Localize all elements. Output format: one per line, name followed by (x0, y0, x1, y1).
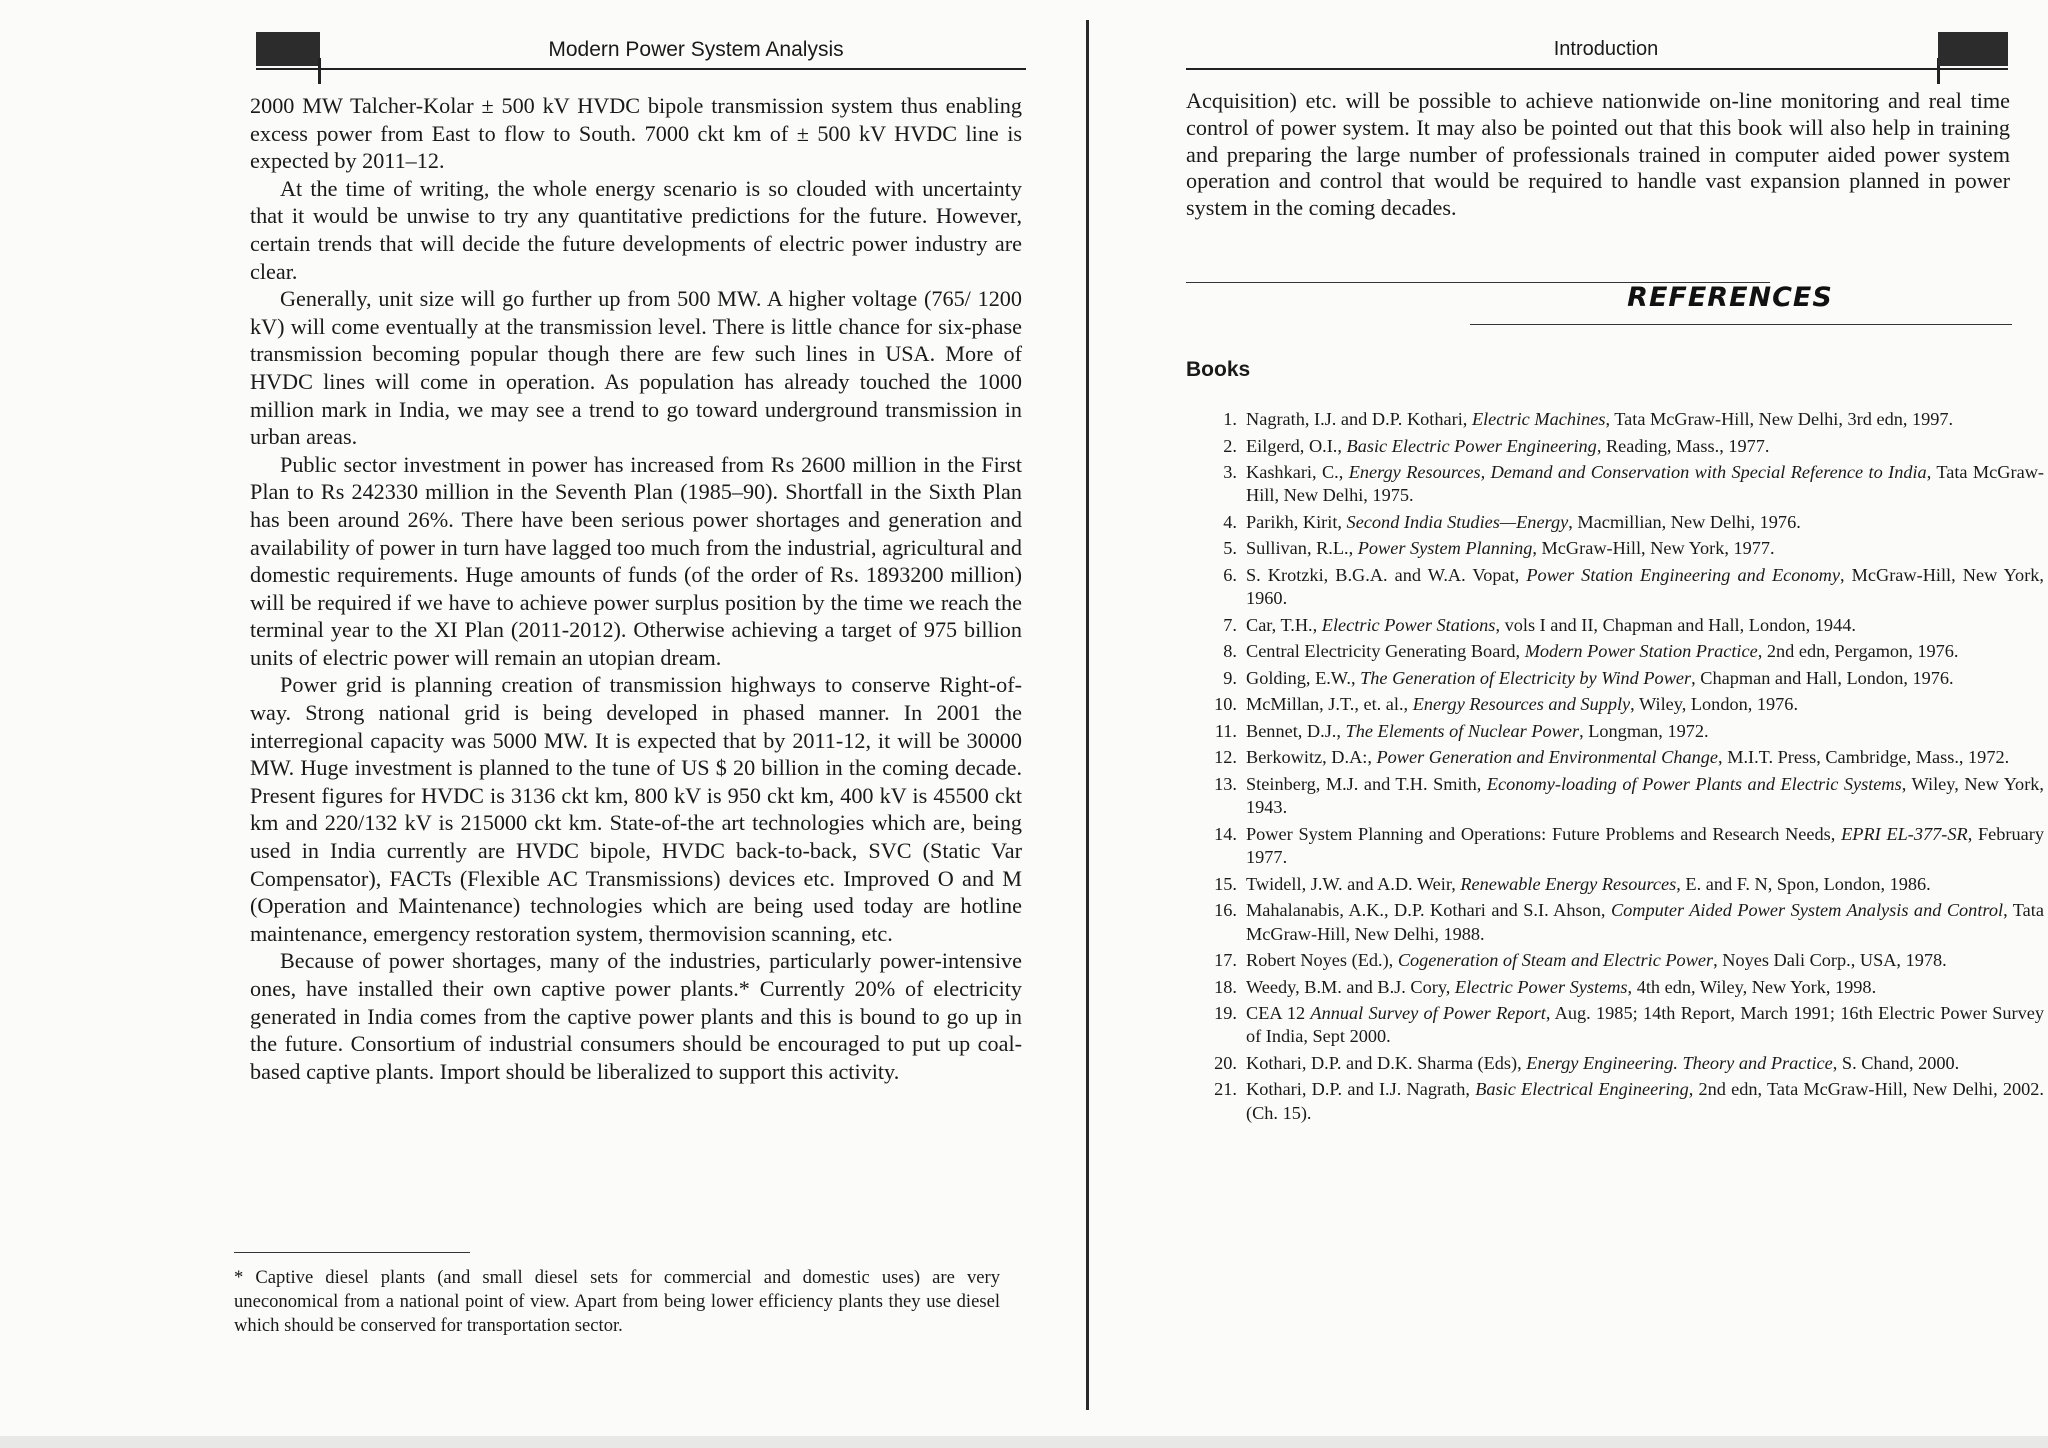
reference-text (1246, 720, 2044, 743)
page-tab-tick (318, 58, 321, 84)
running-head-right (1186, 28, 2008, 70)
reference-publication: , Macmillian, New Delhi, 1976. (1568, 511, 1801, 532)
reference-text (1246, 435, 2044, 458)
reference-item (1186, 1078, 2044, 1125)
reference-number: 14. (1214, 823, 1237, 844)
reference-item (1186, 1002, 2044, 1049)
reference-item (1186, 949, 2044, 972)
reference-title: Second India Studies—Energy (1346, 511, 1569, 532)
reference-publication: , Reading, Mass., 1977. (1596, 435, 1770, 456)
reference-number: 5. (1223, 538, 1237, 559)
reference-list (1186, 408, 2044, 1128)
reference-authors: McMillan, J.T., et. al., (1246, 694, 1413, 715)
paragraph: Acquisition) etc. will be possible to achieve nationwide on-line monitoring and real time control of power system. It may also be pointed out that this book will also help in training and preparing the large number of professionals trained in computer aided power system operation and control that would be required to handle vast expansion planned in power system in the coming decades. (1186, 88, 2010, 221)
reference-publication: , Chapman and Hall, London, 1976. (1691, 667, 1954, 688)
reference-authors: Car, T.H., (1246, 614, 1322, 635)
reference-text (1246, 746, 2044, 769)
reference-number: 19. (1214, 1003, 1237, 1024)
reference-publication: , McGraw-Hill, New York, 1960. (1246, 564, 2044, 609)
footnote: * Captive diesel plants (and small diesel sets for commercial and domestic uses) are very uneconomical from a national point of view. Apart from being lower efficiency plants they use diesel which should be conserved for transportation sector. (234, 1267, 1000, 1336)
reference-number: 10. (1214, 694, 1237, 715)
reference-title: Energy Resources, Demand and Conservation with Special Reference to India (1348, 462, 1927, 482)
reference-authors: Kothari, D.P. and I.J. Nagrath, (1246, 1079, 1476, 1100)
left-body-text (250, 92, 1022, 1085)
reference-title: The Generation of Electricity by Wind Power (1360, 667, 1692, 688)
paragraph: Because of power shortages, many of the industries, particularly power-intensive ones, have installed their own captive power plants.* Currently 20% of electricity generated in India comes from the captive power plants and this is bound to go up in the future. Consortium of industrial consumers should be encouraged to put up coal-based captive plants. Import should be liberalized to support this activity. (250, 948, 1022, 1084)
reference-publication: , Wiley, London, 1976. (1630, 694, 1799, 715)
reference-authors: Bennet, D.J., (1246, 720, 1346, 741)
reference-authors: Weedy, B.M. and B.J. Cory, (1246, 976, 1455, 997)
right-page (1090, 0, 2048, 1448)
reference-publication: , E. and F. N, Spon, London, 1986. (1676, 873, 1931, 894)
reference-title: EPRI EL-377-SR (1841, 823, 1968, 844)
reference-text (1246, 976, 2044, 999)
reference-item (1186, 640, 2044, 663)
reference-authors: Central Electricity Generating Board, (1246, 641, 1525, 662)
reference-item (1186, 537, 2044, 560)
paragraph: At the time of writing, the whole energy scenario is so clouded with uncertainty that it would be unwise to try any quantitative predictions for the future. However, certain trends that will decide the future developments of electric power industry are clear. (250, 175, 1022, 284)
reference-item (1186, 511, 2044, 534)
reference-authors: Golding, E.W., (1246, 667, 1361, 688)
reference-number: 20. (1214, 1052, 1237, 1073)
paragraph: Generally, unit size will go further up from 500 MW. A higher voltage (765/ 1200 kV) will come eventually at the transmission level. There is little chance for six-phase transmission becoming popular though there are few such lines in USA. More of HVDC lines will come in operation. As population has already touched the 1000 million mark in India, we may see a trend to go toward underground transmission in urban areas. (250, 286, 1022, 450)
reference-text (1246, 408, 2044, 431)
reference-authors: Eilgerd, O.I., (1246, 435, 1347, 456)
reference-authors: S. Krotzki, B.G.A. and W.A. Vopat, (1246, 564, 1527, 585)
reference-number: 1. (1223, 409, 1237, 429)
reference-number: 8. (1223, 641, 1237, 662)
reference-authors: Twidell, J.W. and A.D. Weir, (1246, 873, 1461, 894)
reference-authors: Parikh, Kirit, (1246, 511, 1347, 532)
reference-text (1246, 614, 2044, 637)
reference-number: 4. (1223, 511, 1237, 532)
reference-publication: , McGraw-Hill, New York, 1977. (1532, 538, 1775, 559)
reference-text (1246, 537, 2044, 560)
reference-number: 3. (1223, 462, 1237, 482)
reference-authors: Power System Planning and Operations: Future Problems and Research Needs, (1246, 823, 1842, 844)
reference-item (1186, 564, 2044, 611)
reference-number: 15. (1214, 873, 1237, 894)
reference-publication: , Wiley, New York, 1943. (1246, 773, 2044, 818)
reference-item (1186, 667, 2044, 690)
reference-text (1246, 1052, 2044, 1075)
running-head-title: Modern Power System Analysis (548, 38, 844, 61)
reference-title: Electric Power Systems (1454, 976, 1628, 997)
reference-title: Cogeneration of Steam and Electric Power (1397, 950, 1714, 971)
reference-text (1246, 1002, 2044, 1049)
reference-item (1186, 408, 2044, 431)
paragraph: Public sector investment in power has increased from Rs 2600 million in the First Plan to Rs 242330 million in the Seventh Plan (1985–90). Shortfall in the Sixth Plan has been around 26%. There have been serious power shortages and generation and availability of power in turn have lagged too much from the industrial, agricultural and domestic requirements. Huge amounts of funds (of the order of Rs. 1893200 million) will be required if we have to achieve power surplus position by the time we reach the terminal year to the XI Plan (2011-2012). Otherwise achieving a target of 975 billion units of electric power will remain an utopian dream. (250, 451, 1022, 670)
paragraph: 2000 MW Talcher-Kolar ± 500 kV HVDC bipole transmission system thus enabling excess power from East to flow to South. 7000 ckt km of ± 500 kV HVDC line is expected by 2011–12. (250, 93, 1022, 174)
reference-number: 21. (1214, 1079, 1237, 1100)
reference-text (1246, 667, 2044, 690)
reference-title: Annual Survey of Power Report (1310, 1003, 1546, 1024)
reference-title: Basic Electric Power Engineering (1346, 435, 1597, 456)
reference-title: Power System Planning (1357, 538, 1533, 559)
reference-text (1246, 693, 2044, 716)
reference-number: 6. (1223, 564, 1237, 585)
reference-item (1186, 873, 2044, 896)
running-head-left (256, 28, 1026, 70)
reference-publication: , Tata McGraw-Hill, New Delhi, 3rd edn, 1997. (1605, 409, 1954, 429)
scan-edge (0, 1436, 2048, 1448)
reference-number: 9. (1223, 667, 1237, 688)
reference-title: Renewable Energy Resources (1460, 873, 1677, 894)
reference-title: Energy Resources and Supply (1412, 694, 1631, 715)
reference-authors: Nagrath, I.J. and D.P. Kothari, (1246, 409, 1472, 429)
reference-number: 13. (1214, 773, 1237, 794)
references-rule-bottom (1470, 324, 2012, 325)
reference-text (1246, 823, 2044, 870)
reference-authors: Kashkari, C., (1246, 462, 1349, 482)
reference-number: 7. (1223, 614, 1237, 635)
reference-publication: , Tata McGraw-Hill, New Delhi, 1988. (1246, 900, 2044, 944)
reference-title: Electric Machines (1471, 409, 1606, 429)
reference-title: Modern Power Station Practice (1524, 641, 1758, 662)
reference-item (1186, 1052, 2044, 1075)
reference-item (1186, 773, 2044, 820)
reference-text (1246, 511, 2044, 534)
reference-publication: , Aug. 1985; 14th Report, March 1991; 16th Electric Power Survey of India, Sept 2000. (1246, 1003, 2044, 1047)
reference-text (1246, 873, 2044, 896)
reference-authors: Sullivan, R.L., (1246, 538, 1358, 559)
reference-publication: , February 1977. (1246, 823, 2044, 868)
footnote-divider (234, 1252, 470, 1253)
reference-publication: , S. Chand, 2000. (1832, 1052, 1960, 1073)
reference-number: 17. (1214, 950, 1237, 971)
reference-publication: , vols I and II, Chapman and Hall, London, 1944. (1495, 614, 1856, 635)
books-heading: Books (1186, 358, 1251, 381)
reference-number: 11. (1214, 720, 1237, 741)
reference-publication: , Tata McGraw-Hill, New Delhi, 1975. (1246, 462, 2044, 506)
reference-number: 18. (1214, 976, 1237, 997)
page-tab-marker (1938, 32, 2008, 66)
reference-item (1186, 899, 2044, 946)
reference-text (1246, 461, 2044, 508)
reference-publication: , 2nd edn, Tata McGraw-Hill, New Delhi, 2002. (Ch. 15). (1246, 1079, 2044, 1123)
reference-item (1186, 693, 2044, 716)
reference-authors: Robert Noyes (Ed.), (1246, 950, 1398, 971)
reference-publication: , 2nd edn, Pergamon, 1976. (1757, 641, 1959, 662)
reference-authors: Berkowitz, D.A:, (1246, 747, 1377, 768)
reference-title: Basic Electrical Engineering (1475, 1079, 1689, 1100)
reference-publication: , 4th edn, Wiley, New York, 1998. (1627, 976, 1877, 997)
book-spine (1086, 20, 1089, 1410)
reference-text (1246, 564, 2044, 611)
reference-title: Energy Engineering. Theory and Practice (1526, 1052, 1833, 1073)
references-heading: REFERENCES (1627, 282, 1833, 313)
reference-item (1186, 435, 2044, 458)
reference-authors: Steinberg, M.J. and T.H. Smith, (1246, 773, 1487, 794)
reference-publication: , Noyes Dali Corp., USA, 1978. (1713, 950, 1947, 971)
reference-text (1246, 773, 2044, 820)
reference-number: 16. (1214, 900, 1237, 921)
reference-title: Power Station Engineering and Economy (1526, 564, 1840, 585)
reference-text (1246, 640, 2044, 663)
right-body-text (1186, 88, 2010, 222)
reference-item (1186, 746, 2044, 769)
reference-item (1186, 461, 2044, 508)
reference-text (1246, 899, 2044, 946)
reference-item (1186, 614, 2044, 637)
reference-item (1186, 823, 2044, 870)
paragraph: Power grid is planning creation of transmission highways to conserve Right-of-way. Strong national grid is being developed in phased manner. In 2001 the interregional capacity was 5000 MW. It is expected that by 2011-12, it will be 30000 MW. Huge investment is planned to the tune of US $ 20 billion in the coming decade. Present figures for HVDC is 3136 ckt km, 800 kV is 950 ckt km, 400 kV is 45500 ckt km and 220/132 kV is 215000 ckt km. State-of-the art technologies which are, being used in India currently are HVDC bipole, HVDC back-to-back, SVC (Static Var Compensator), FACTs (Flexible AC Transmissions) devices etc. Improved O and M (Operation and Maintenance) technologies which are being used today are hotline maintenance, emergency restoration system, thermovision scanning, etc. (250, 672, 1022, 946)
reference-number: 2. (1223, 435, 1237, 456)
reference-title: Electric Power Stations (1321, 614, 1496, 635)
reference-publication: , M.I.T. Press, Cambridge, Mass., 1972. (1718, 747, 2010, 768)
reference-number: 12. (1214, 747, 1237, 768)
running-head-title: Introduction (1553, 38, 1659, 60)
reference-item (1186, 720, 2044, 743)
reference-authors: Mahalanabis, A.K., D.P. Kothari and S.I. Ahson, (1246, 900, 1611, 921)
reference-title: Power Generation and Environmental Change (1376, 747, 1719, 768)
page-tab-marker (256, 32, 320, 66)
reference-title: Economy-loading of Power Plants and Electric Systems (1486, 773, 1902, 794)
reference-text (1246, 949, 2044, 972)
reference-item (1186, 976, 2044, 999)
reference-title: The Elements of Nuclear Power (1345, 720, 1580, 741)
reference-publication: , Longman, 1972. (1579, 720, 1709, 741)
reference-authors: Kothari, D.P. and D.K. Sharma (Eds), (1246, 1052, 1527, 1073)
reference-title: Computer Aided Power System Analysis and Control (1610, 900, 2004, 921)
reference-text (1246, 1078, 2044, 1125)
reference-authors: CEA 12 (1246, 1003, 1311, 1024)
